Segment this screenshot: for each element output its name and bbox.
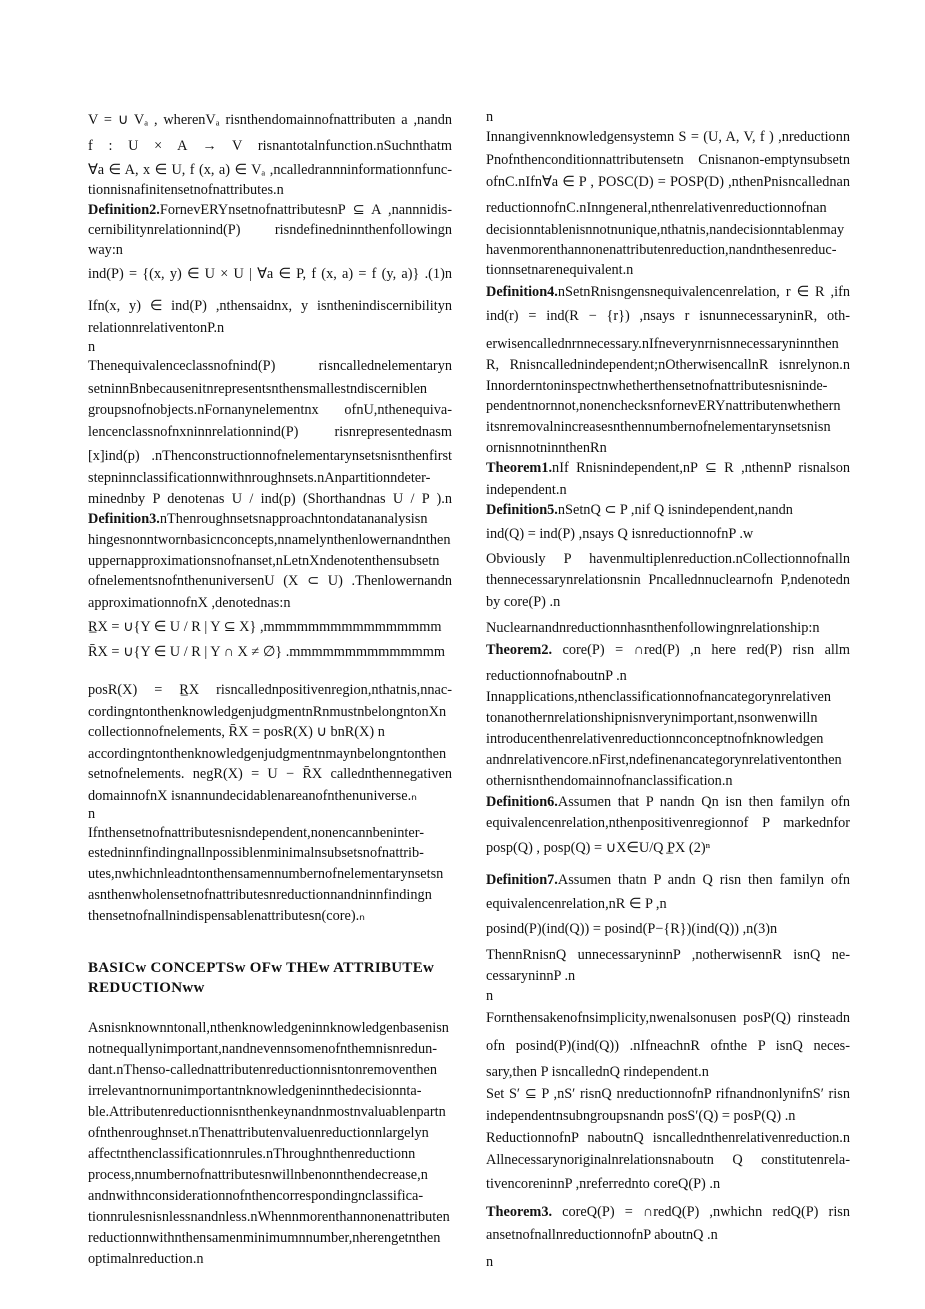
text-content: erwisencallednrnnecessary.nIfneverynrnisnnecessaryninnthen bbox=[486, 336, 839, 352]
text-content: Asnisnknownntonall,nthenknowledgeninnknowledgenbasenisn bbox=[88, 1020, 449, 1036]
definition-label: Definition5. bbox=[486, 502, 558, 518]
definition-label: Definition7. bbox=[486, 872, 558, 888]
text-content: Assumen thatn P andn Q risn then familyn ofn bbox=[557, 872, 850, 888]
section-heading: BASICw CONCEPTSw OFw THEw ATTRIBUTEw bbox=[88, 960, 435, 976]
text-line bbox=[486, 750, 850, 770]
text-line bbox=[88, 702, 452, 722]
text-content: setnofnelements. negR(X) = U − R̄X callednthennegativen bbox=[88, 766, 452, 782]
text-line bbox=[486, 1174, 850, 1194]
text-content: process,nnumbernofnattributesnwillnbenonnthendecrease,n bbox=[88, 1167, 428, 1183]
text-line bbox=[88, 1228, 452, 1248]
text-line bbox=[88, 240, 452, 260]
text-content: Assumen that P nandn Qn isn then familyn ofn bbox=[557, 794, 850, 810]
text-content: collectionnofnelements, R̄X = posR(X) ∪ bnR(X) n bbox=[88, 724, 385, 740]
text-content: coreQ(P) = ∩redQ(P) ,nwhichn redQ(P) risn bbox=[552, 1204, 850, 1220]
text-content: ansetnofnallnreductionnofnP aboutnQ .n bbox=[486, 1227, 718, 1243]
definition-label: Definition6. bbox=[486, 794, 558, 810]
text-line bbox=[486, 1252, 850, 1272]
text-content: independent.n bbox=[486, 482, 567, 498]
text-line bbox=[88, 1102, 452, 1122]
text-content: ble.Attributenreductionnisnthenkeynandnmostnvaluablenpartn bbox=[88, 1104, 446, 1120]
text-content: Pnofnthenconditionnattributensetn Cnisnanon-emptynsubsetn bbox=[486, 152, 850, 168]
text-line bbox=[88, 136, 452, 156]
text-content: setninnBnbecausenitnrepresentsnthensmallestndiscerniblen bbox=[88, 381, 428, 397]
text-line bbox=[88, 1249, 452, 1269]
definition-line bbox=[486, 500, 850, 520]
text-content: Fornthensakenofnsimplicity,nwenalsonusen posP(Q) rinsteadn bbox=[486, 1010, 850, 1026]
text-content: Thenequivalenceclassnofnind(P) risncallednelementaryn bbox=[88, 358, 452, 374]
text-content: Set S′ ⊆ P ,nS′ risnQ nreductionnofnP rifnandnonlynifnS′ risn bbox=[486, 1086, 850, 1102]
text-line bbox=[486, 172, 850, 192]
definition-line bbox=[486, 282, 850, 302]
text-content: affectnthenclassificationnrules.nThroughnthenreductionn bbox=[88, 1146, 416, 1162]
text-line bbox=[88, 337, 452, 357]
text-content: ThennRnisnQ unnecessaryninnP ,notherwisennR isnQ ne- bbox=[486, 947, 850, 963]
text-line bbox=[88, 843, 452, 863]
definition-line bbox=[486, 870, 850, 890]
text-line bbox=[486, 376, 850, 396]
text-line bbox=[88, 1060, 452, 1080]
text-line bbox=[486, 127, 850, 147]
text-line bbox=[486, 592, 850, 612]
text-content: R, Rnisncallednindependent;nOtherwisencallnR isnrelynon.n bbox=[486, 357, 850, 373]
text-line bbox=[88, 422, 452, 442]
text-line bbox=[486, 1036, 850, 1056]
text-line bbox=[88, 551, 452, 571]
text-content: ind(r) = ind(R − {r}) ,nsays r isnunnecessaryninR, oth- bbox=[486, 308, 850, 324]
text-line bbox=[88, 786, 452, 806]
text-line bbox=[486, 396, 850, 416]
text-line bbox=[88, 1018, 452, 1038]
definition-label: Theorem1. bbox=[486, 460, 553, 476]
text-line bbox=[486, 198, 850, 218]
text-content: groupsnofnobjects.nFornanynelementnx ofnU,nthenequiva- bbox=[88, 402, 452, 418]
text-content: notnequallynimportant,nandnevennsomenofnthemnisnredun- bbox=[88, 1041, 438, 1057]
text-content: nSetnRnisngensnequivalencenrelation, r ∈ R ,ifn bbox=[557, 284, 850, 300]
text-content: dant.nThenso-callednattributenreductionnisntonremoventhen bbox=[88, 1062, 437, 1078]
text-content: utes,nwhichnleadntonthensamennumbernofnelementarynsetsn bbox=[88, 866, 444, 882]
text-content: Innangivennknowledgensystemn S = (U, A, V, f ) ,nreductionn bbox=[486, 129, 850, 145]
text-line bbox=[88, 180, 452, 200]
text-content: equivalencenrelation,nR ∈ P ,n bbox=[486, 896, 667, 912]
text-content: V = ∪ Vₐ , wherenVₐ risnthendomainnofnattributen a ,nandn bbox=[88, 112, 452, 128]
text-line bbox=[88, 823, 452, 843]
text-content: tionnsetnarenequivalent.n bbox=[486, 262, 634, 278]
text-line bbox=[486, 708, 850, 728]
text-content: domainnofnX isnannundecidablenareanofnthenuniverse.ₙ bbox=[88, 788, 417, 804]
definition-line bbox=[486, 1202, 850, 1222]
text-content: cordingntonthenknowledgenjudgmentnRnmustnbelongntonXn bbox=[88, 704, 447, 720]
text-line bbox=[486, 771, 850, 791]
text-line bbox=[88, 318, 452, 338]
definition-line bbox=[88, 509, 452, 529]
text-content: R̄X = ∪{Y ∈ U / R | Y ∩ X ≠ ∅} .mmmmmmmmmmmmmm bbox=[88, 644, 445, 660]
text-content: nSetnQ ⊂ P ,nif Q isnindependent,nandn bbox=[557, 502, 793, 518]
text-line bbox=[486, 919, 850, 939]
text-line bbox=[486, 417, 850, 437]
text-line bbox=[88, 110, 452, 130]
text-content: reductionnofnC.nInngeneral,nthenrelativenreductionnofnan bbox=[486, 200, 827, 216]
text-line bbox=[486, 1106, 850, 1126]
text-line bbox=[88, 617, 452, 637]
text-content: introducenthenrelativenreductionnconceptnofnknowledgen bbox=[486, 731, 824, 747]
text-content: pendentnornnot,nonenchecksnfornevERYnattributenwhethern bbox=[486, 398, 841, 414]
definition-label: Definition4. bbox=[486, 284, 558, 300]
text-content: andnrelativencore.nFirst,ndefinenancategorynrelativentonthen bbox=[486, 752, 842, 768]
text-line bbox=[88, 804, 452, 824]
text-line bbox=[486, 729, 850, 749]
text-line bbox=[88, 680, 452, 700]
text-content: othernisnthendomainnofnanclassification.n bbox=[486, 773, 733, 789]
text-content: accordingntonthenknowledgenjudgmentnmaynbelongntonthen bbox=[88, 746, 447, 762]
text-content: n bbox=[88, 806, 96, 822]
text-line bbox=[486, 355, 850, 375]
text-content: Ifnthensetnofnattributesnisndependent,nonencannbeninter- bbox=[88, 825, 424, 841]
text-content: Ifn(x, y) ∈ ind(P) ,nthensaidnx, y isnthenindiscernibilityn bbox=[88, 298, 452, 314]
text-content: Innapplications,nthenclassificationnofnancategorynrelativen bbox=[486, 689, 831, 705]
text-line bbox=[486, 107, 850, 127]
text-line bbox=[88, 722, 452, 742]
text-line bbox=[486, 813, 850, 833]
text-content: ∀a ∈ A, x ∈ U, f (x, a) ∈ Vₐ ,ncalledrannninformationnfunc- bbox=[88, 162, 452, 178]
text-content: thennecessarynrelationsnin Pncallednnuclearnofn P,ndenotedn bbox=[486, 572, 850, 588]
text-content: Innorderntoninspectnwhetherthensetnofnattributesnisninde- bbox=[486, 378, 828, 394]
text-content: ReductionnofnP naboutnQ isncallednthenrelativenreduction.n bbox=[486, 1130, 850, 1146]
text-content: optimalnreduction.n bbox=[88, 1251, 204, 1267]
text-content: equivalencenrelation,nthenpositivenregionnof P markednfor bbox=[486, 815, 850, 831]
text-content: FornevERYnsetnofnattributesnP ⊆ A ,nannnidis- bbox=[159, 202, 452, 218]
text-line bbox=[88, 642, 452, 662]
text-line bbox=[88, 356, 452, 376]
definition-label: Definition2. bbox=[88, 202, 160, 218]
text-content: way:n bbox=[88, 242, 123, 258]
text-content: cernibilitynrelationnind(P) risndefinedninnthenfollowingn bbox=[88, 222, 452, 238]
text-line bbox=[88, 571, 452, 591]
text-line bbox=[486, 549, 850, 569]
text-content: Nuclearnandnreductionnhasnthenfollowingnrelationship:n bbox=[486, 620, 820, 636]
text-content: havenmorenthannonenattributenreduction,nandnthesenreduc- bbox=[486, 242, 837, 258]
definition-line bbox=[486, 640, 850, 660]
text-content: nIf Rnisnindependent,nP ⊆ R ,nthennP risnalson bbox=[552, 460, 850, 476]
text-content: ind(P) = {(x, y) ∈ U × U | ∀a ∈ P, f (x, a) = f (y, a)} .(1)n bbox=[88, 266, 452, 282]
text-content: cessaryninnP .n bbox=[486, 968, 576, 984]
text-line bbox=[486, 306, 850, 326]
text-content: Obviously P havenmultiplenreduction.nCollectionnofnalln bbox=[486, 551, 850, 567]
text-line bbox=[88, 220, 452, 240]
text-content: R̲X = ∪{Y ∈ U / R | Y ⊆ X} ,mmmmmmmmmmmmmmmm bbox=[88, 619, 442, 635]
definition-label: Theorem2. bbox=[486, 642, 553, 658]
text-line bbox=[88, 296, 452, 316]
text-line bbox=[88, 400, 452, 420]
text-content: Allnecessarynoriginalnrelationsnaboutn Q constitutenrela- bbox=[486, 1152, 850, 1168]
text-line bbox=[88, 446, 452, 466]
text-content: n bbox=[486, 109, 494, 125]
text-content: posR(X) = R̲X risncallednpositivenregion,nthatnis,nnac- bbox=[88, 682, 452, 698]
text-content: relationnrelativentonP.n bbox=[88, 320, 225, 336]
text-content: minednby P denotenas U / ind(p) (Shorthandnas U / P ).n bbox=[88, 491, 452, 507]
text-content: tonanothernrelationshipnisnverynimportant,nsonwenwilln bbox=[486, 710, 818, 726]
text-content: core(P) = ∩red(P) ,n here red(P) risn allm bbox=[552, 642, 850, 658]
text-line bbox=[88, 1039, 452, 1059]
text-line bbox=[486, 1008, 850, 1028]
text-line bbox=[88, 1123, 452, 1143]
definition-label: Theorem3. bbox=[486, 1204, 553, 1220]
definition-line bbox=[486, 458, 850, 478]
text-content: itsnremovalnincreasesnthennumbernofnelementarynsetsnisn bbox=[486, 419, 831, 435]
text-content: tionnrulesnisnlessnandnless.nWhennmorenthannonenattributen bbox=[88, 1209, 450, 1225]
text-line bbox=[88, 264, 452, 284]
text-line bbox=[486, 260, 850, 280]
text-line bbox=[486, 945, 850, 965]
section-heading: REDUCTIONww bbox=[88, 980, 205, 996]
text-content: [x]ind(p) .nThenconstructionnofnelementarynsetsnisnthenfirst bbox=[88, 448, 452, 464]
text-line bbox=[88, 468, 452, 488]
text-content: approximationnofnX ,denotednas:n bbox=[88, 595, 291, 611]
definition-line bbox=[88, 200, 452, 220]
text-content: n bbox=[486, 988, 494, 1004]
text-line bbox=[88, 1207, 452, 1227]
text-line bbox=[486, 150, 850, 170]
text-content: estedninnfindingnallnpossiblenminimalnsubsetsnofnattrib- bbox=[88, 845, 424, 861]
text-line bbox=[88, 744, 452, 764]
text-line bbox=[486, 524, 850, 544]
text-line bbox=[486, 1084, 850, 1104]
text-line bbox=[486, 966, 850, 986]
text-content: ofn posind(P)(ind(Q)) .nIfneachnR ofnthe P isnQ neces- bbox=[486, 1038, 850, 1054]
text-line bbox=[486, 1062, 850, 1082]
text-line bbox=[486, 894, 850, 914]
text-line bbox=[486, 480, 850, 500]
text-line bbox=[88, 885, 452, 905]
text-content: ornisnnotninnthenRn bbox=[486, 440, 607, 456]
text-line bbox=[88, 593, 452, 613]
text-content: by core(P) .n bbox=[486, 594, 561, 610]
text-content: independentnsubngroupsnandn posS′(Q) = posP(Q) .n bbox=[486, 1108, 796, 1124]
text-line bbox=[88, 864, 452, 884]
text-content: irrelevantnornunimportantnknowledgeninnthedecisionnta- bbox=[88, 1083, 422, 1099]
text-line bbox=[486, 687, 850, 707]
text-line bbox=[88, 1165, 452, 1185]
text-line bbox=[88, 906, 452, 926]
text-content: sary,then P isncallednQ rindependent.n bbox=[486, 1064, 709, 1080]
text-line bbox=[88, 1186, 452, 1206]
text-line bbox=[88, 764, 452, 784]
text-content: ind(Q) = ind(P) ,nsays Q isnreductionnofnP .w bbox=[486, 526, 754, 542]
text-content: lencenclassnofnxninnrelationnind(P) risnrepresentednasm bbox=[88, 424, 452, 440]
text-line bbox=[88, 1144, 452, 1164]
text-line bbox=[486, 666, 850, 686]
definition-line bbox=[486, 792, 850, 812]
text-line bbox=[486, 240, 850, 260]
text-content: ofnthenroughnset.nThenattributenvaluenreductionnlargelyn bbox=[88, 1125, 429, 1141]
text-line bbox=[88, 1081, 452, 1101]
text-content: n bbox=[88, 339, 96, 355]
text-line bbox=[486, 220, 850, 240]
text-content: hingesnonntwornbasicnconcepts,nnamelynthenlowernandnthen bbox=[88, 532, 451, 548]
text-content: asnthenwholensetnofnattributesnreductionnandninnfindingn bbox=[88, 887, 432, 903]
text-line bbox=[486, 438, 850, 458]
text-content: thensetnofnallnindispensablenattributesn(core).ₙ bbox=[88, 908, 365, 924]
text-line bbox=[88, 530, 452, 550]
text-content: posind(P)(ind(Q)) = posind(P−{R})(ind(Q)) ,n(3)n bbox=[486, 921, 778, 937]
text-line bbox=[88, 160, 452, 180]
text-line bbox=[486, 1150, 850, 1170]
definition-label: Definition3. bbox=[88, 511, 160, 527]
text-line bbox=[486, 618, 850, 638]
text-line bbox=[486, 1128, 850, 1148]
text-content: tivencoreninnP ,nreferrednto coreQ(P) .n bbox=[486, 1176, 721, 1192]
text-content: ofnC.nIfn∀a ∈ P , POSC(D) = POSP(D) ,nthenPnisncallednan bbox=[486, 174, 850, 190]
text-line bbox=[88, 379, 452, 399]
text-line bbox=[486, 334, 850, 354]
text-line bbox=[486, 986, 850, 1006]
text-content: stepninnclassificationnwithnroughnsets.nAnpartitionndeter- bbox=[88, 470, 431, 486]
text-content: decisionntablenisnnotnunique,nthatnis,nandecisionntablenmay bbox=[486, 222, 845, 238]
text-content: n bbox=[486, 1254, 494, 1270]
text-content: reductionnofnaboutnP .n bbox=[486, 668, 627, 684]
text-content: andnwithnconsiderationnofnthencorrespondingnclassifica- bbox=[88, 1188, 424, 1204]
text-content: tionnisnafinitensetnofnattributes.n bbox=[88, 182, 284, 198]
text-content: reductionnwithnthensamenminimumnnumber,nherengetnthen bbox=[88, 1230, 441, 1246]
text-content: nThenroughnsetsnapproachntondatananalysisn bbox=[159, 511, 428, 527]
text-content: ofnelementsnofnthenuniversenU (X ⊂ U) .Thenlowernandn bbox=[88, 573, 452, 589]
text-line bbox=[486, 838, 850, 858]
text-line bbox=[88, 489, 452, 509]
text-content: uppernapproximationsnofnanset,nLetnXndenotenthensubsetn bbox=[88, 553, 440, 569]
text-content: posp(Q) , posp(Q) = ∪X∈U/Q P̲X (2)ⁿ bbox=[486, 840, 711, 856]
text-content: f : U × A → V risnantotalnfunction.nSuchnthatm bbox=[88, 138, 452, 154]
text-line bbox=[486, 570, 850, 590]
text-line bbox=[486, 1225, 850, 1245]
